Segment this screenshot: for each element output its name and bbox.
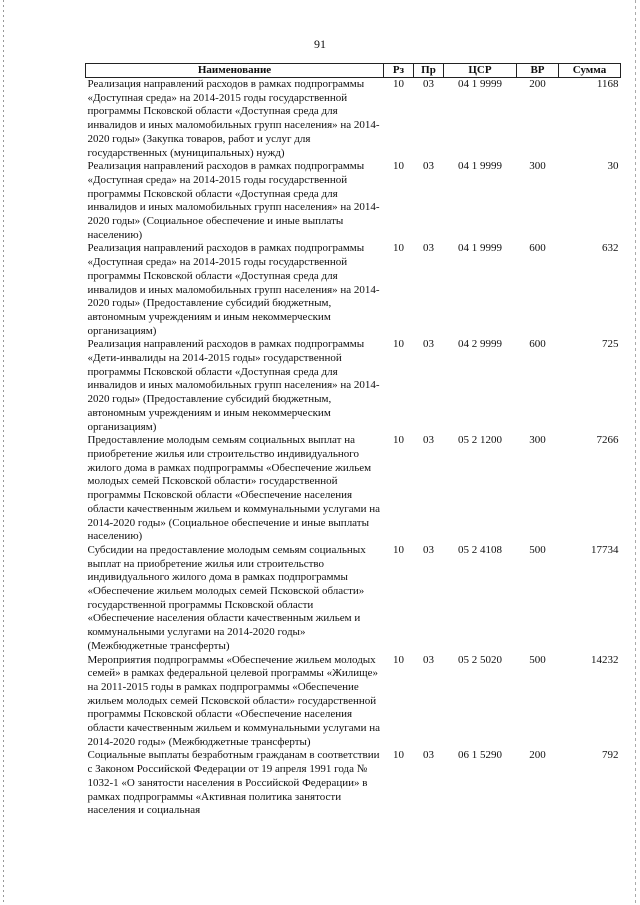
cell-pr: 03 [423,749,434,762]
cell-rz: 10 [393,78,404,90]
cell-pr: 03 [423,242,434,255]
table-row [86,544,621,654]
table-row [86,160,621,242]
header-sum: Сумма [559,64,621,78]
table-header [86,64,621,78]
cell-sum: 1168 [596,78,619,90]
cell-csr: 04 1 9999 [458,242,502,255]
header-rz: Рз [384,64,414,78]
cell-vr: 200 [529,749,546,762]
cell-vr: 300 [529,434,546,447]
cell-sum: 792 [602,749,619,762]
scan-edge-left [3,0,4,905]
cell-rz: 10 [393,653,404,666]
cell-pr: 03 [423,543,434,556]
cell-name: Субсидии на предоставление молодым семьям социальных выплат на приобретение жилья или строительство индивидуального жилого дома в рамках подпрограммы «Обеспечение жильем молодых семей Псковской области» государственной программы Псковской области «Обеспечение населения области качественным жильем и коммунальными услугами на 2014-2020 годы» (Межбюджетные трансферты) [87,543,366,652]
cell-sum: 632 [602,242,619,255]
cell-name: Реализация направлений расходов в рамках подпрограммы «Доступная среда» на 2014-2015 годы государственной программы Псковской области «Доступная среда для инвалидов и иных маломобильных групп населения» на 2014-2020 годы» (Предоставление субсидий бюджетным, автономным учреждениям и иным некоммерческим организациям) [87,242,380,337]
cell-rz: 10 [393,242,404,255]
cell-name: Предоставление молодым семьям социальных выплат на приобретение жилья или строительство индивидуального жилого дома в рамках подпрограммы «Обеспечение жильем молодых семей Псковской области» государственной программы Псковской области «Обеспечение населения области качественным жильем и коммунальными услугами на 2014-2020 годы» (Социальное обеспечение и иные выплаты населению) [87,434,381,543]
page-number: 91 [314,37,326,51]
cell-pr: 03 [423,653,434,666]
cell-pr: 03 [423,338,434,351]
cell-sum: 14232 [591,653,619,666]
cell-name: Мероприятия подпрограммы «Обеспечение жильем молодых семей» в рамках федеральной целевой программы «Жилище» на 2011-2015 годы в рамках подпрограммы «Обеспечение жильем молодых семей Псковской области» государственной программы Псковской области «Обеспечение населения области качественным жильем и коммунальными услугами на 2014-2020 годы» (Межбюджетные трансферты) [87,653,381,748]
table-row [86,654,621,750]
cell-csr: 05 2 4108 [458,543,502,556]
cell-pr: 03 [423,78,434,90]
cell-name: Реализация направлений расходов в рамках подпрограммы «Доступная среда» на 2014-2015 годы государственной программы Псковской области «Доступная среда для инвалидов и иных маломобильных групп населения» на 2014-2020 годы» (Социальное обеспечение и иные выплаты населению) [87,160,380,241]
budget-table [85,63,621,818]
table-body [86,78,621,818]
table-row [86,78,621,161]
cell-sum: 17734 [591,543,619,556]
cell-name: Социальные выплаты безработным гражданам в соответствии с Законом Российской Федерации от 19 апреля 1991 года № 1032-1 «О занятости населения в Российской Федерации» в рамках подпрограммы «Активная политика занятости населения и социальная [87,749,380,817]
header-vr: ВР [517,64,559,78]
cell-sum: 7266 [596,434,619,447]
cell-name: Реализация направлений расходов в рамках подпрограммы «Доступная среда» на 2014-2015 годы государственной программы Псковской области «Доступная среда для инвалидов и иных маломобильных групп населения» на 2014-2020 годы» (Закупка товаров, работ и услуг для государственных (муниципальных) нужд) [87,78,380,159]
table-row [86,434,621,544]
cell-sum: 725 [602,338,619,351]
cell-csr: 04 1 9999 [458,160,502,173]
cell-vr: 600 [529,242,546,255]
cell-rz: 10 [393,338,404,351]
cell-csr: 04 1 9999 [458,78,502,90]
cell-csr: 04 2 9999 [458,338,502,351]
cell-vr: 200 [529,78,546,90]
cell-vr: 500 [529,653,546,666]
cell-sum: 30 [607,160,619,173]
table-row [86,338,621,434]
header-csr: ЦСР [444,64,517,78]
cell-csr: 05 2 5020 [458,653,502,666]
cell-rz: 10 [393,543,404,556]
cell-name: Реализация направлений расходов в рамках подпрограммы «Дети-инвалиды на 2014-2015 годы» государственной программы Псковской области «Доступная среда для инвалидов и иных маломобильных групп населения» на 2014-2020 годы» (Предоставление субсидий бюджетным, автономным учреждениям и иным некоммерческим организациям) [87,338,380,433]
cell-pr: 03 [423,434,434,447]
cell-pr: 03 [423,160,434,173]
cell-rz: 10 [393,749,404,762]
cell-csr: 06 1 5290 [458,749,502,762]
header-row [86,64,621,78]
cell-vr: 500 [529,543,546,556]
cell-vr: 300 [529,160,546,173]
header-pr: Пр [414,64,444,78]
cell-rz: 10 [393,434,404,447]
table-row [86,242,621,338]
header-name: Наименование [86,64,384,78]
cell-csr: 05 2 1200 [458,434,502,447]
cell-vr: 600 [529,338,546,351]
scan-edge-right [635,0,636,905]
cell-rz: 10 [393,160,404,173]
table-row [86,749,621,818]
